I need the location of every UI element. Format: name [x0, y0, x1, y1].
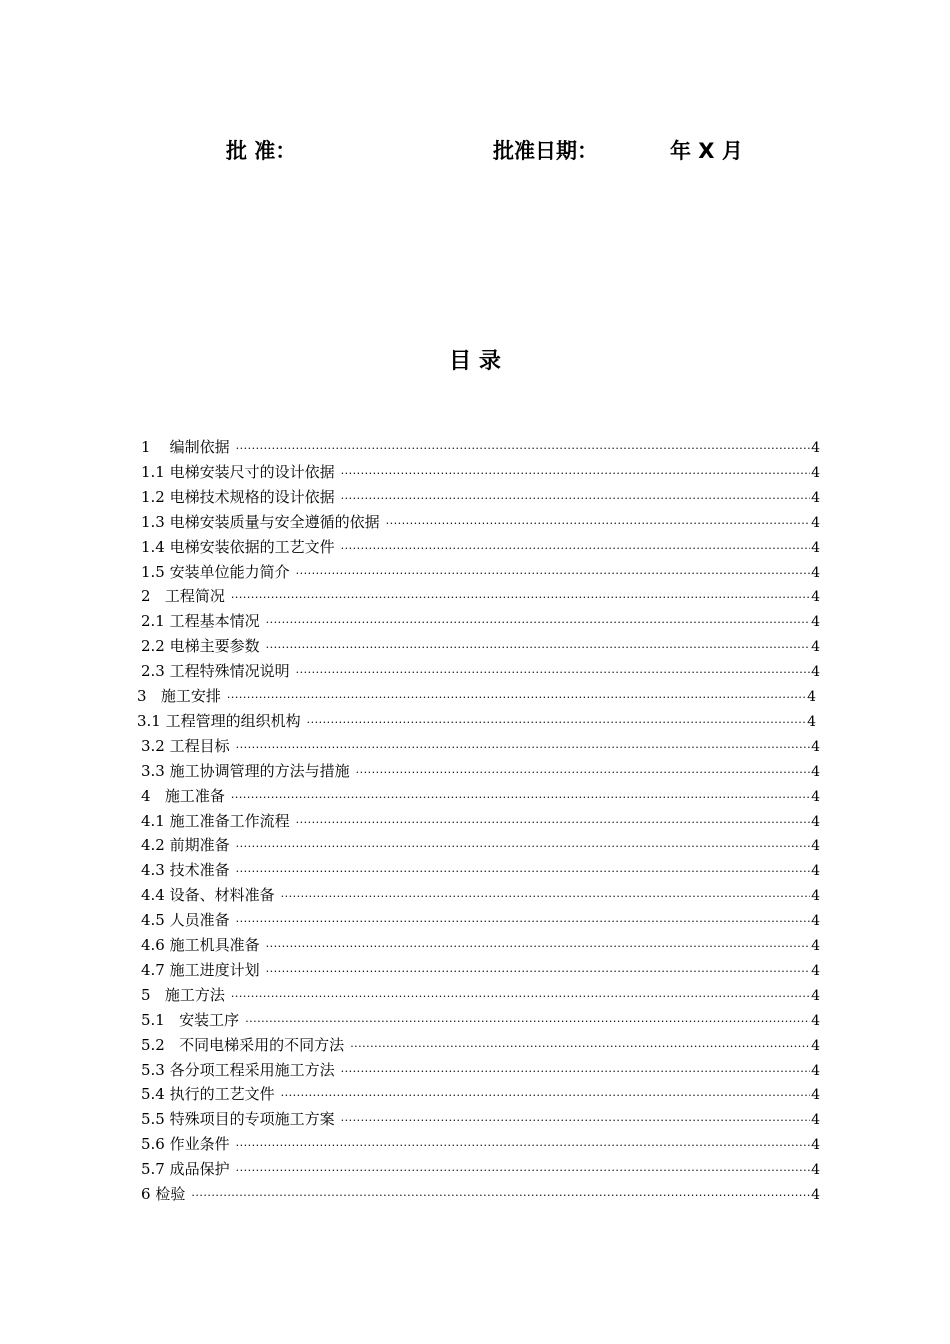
toc-entry[interactable] — [141, 983, 820, 1008]
toc-entry-gap — [165, 1036, 179, 1054]
toc-entry-text: 设备、材料准备 — [169, 886, 275, 905]
toc-entry-text: 施工方法 — [164, 985, 225, 1004]
toc-entry-page: 4 — [811, 639, 820, 656]
toc-entry-label — [137, 709, 307, 734]
toc-entry-label — [141, 833, 236, 858]
toc-dot-leader — [296, 561, 810, 586]
toc-entry-page: 4 — [811, 1187, 820, 1203]
toc-entry-text: 施工准备 — [164, 786, 225, 805]
toc-dot-leader — [231, 984, 810, 1009]
toc-entry-page: 4 — [811, 564, 820, 581]
toc-entry-number: 5.3 — [141, 1060, 165, 1079]
toc-entry-gap — [165, 1011, 179, 1029]
toc-dot-leader — [307, 710, 806, 735]
toc-dot-leader — [236, 909, 810, 934]
toc-entry[interactable] — [141, 609, 820, 634]
toc-entry[interactable] — [141, 1157, 820, 1182]
toc-entry-label — [141, 1033, 350, 1058]
toc-title: 目 录 — [449, 349, 501, 374]
toc-entry-label — [141, 858, 236, 883]
toc-entry-number: 4.5 — [141, 911, 165, 930]
toc-dot-leader — [236, 1158, 810, 1183]
toc-entry[interactable] — [141, 1132, 820, 1157]
toc-entry-label — [141, 759, 356, 784]
toc-entry-label — [141, 560, 296, 585]
toc-entry-label — [141, 634, 266, 659]
toc-entry-text: 电梯主要参数 — [169, 637, 260, 656]
toc-dot-leader — [281, 1083, 810, 1108]
toc-entry[interactable] — [141, 958, 820, 983]
toc-entry[interactable] — [141, 933, 820, 958]
toc-entry-page: 4 — [811, 938, 820, 954]
toc-entry[interactable] — [141, 634, 820, 659]
toc-entry-text: 工程目标 — [169, 736, 230, 755]
toc-entry-page: 4 — [811, 589, 820, 606]
toc-entry-text: 施工进度计划 — [169, 960, 260, 979]
toc-entry[interactable] — [141, 1182, 820, 1207]
toc-dot-leader — [236, 834, 810, 859]
toc-entry-number: 4.7 — [141, 960, 165, 979]
toc-dot-leader — [191, 1183, 810, 1208]
toc-entry-label — [141, 609, 266, 634]
toc-dot-leader — [341, 486, 810, 511]
toc-entry-label — [141, 983, 231, 1008]
toc-entry-text: 人员准备 — [169, 911, 230, 930]
toc-entry[interactable] — [137, 684, 816, 709]
toc-entry-text: 电梯安装依据的工艺文件 — [169, 537, 335, 556]
toc-entry[interactable] — [141, 435, 820, 460]
toc-entry-page: 4 — [811, 1062, 820, 1079]
toc-entry[interactable] — [141, 560, 820, 585]
toc-entry[interactable] — [141, 584, 820, 609]
toc-entry-page: 4 — [811, 763, 820, 780]
toc-entry-number: 2 — [141, 587, 151, 606]
toc-entry-label — [141, 435, 236, 460]
toc-entry-number: 1.5 — [141, 562, 165, 581]
toc-entry-page: 4 — [811, 539, 820, 556]
toc-entry-number: 2.2 — [141, 637, 165, 656]
toc-entry-gap — [151, 587, 165, 605]
toc-entry-page: 4 — [811, 913, 820, 930]
toc-entry-text: 施工安排 — [160, 687, 221, 705]
toc-entry[interactable] — [141, 535, 820, 560]
toc-entry-number: 1.2 — [141, 487, 165, 506]
toc-dot-leader — [236, 1133, 810, 1158]
toc-entry-label — [141, 933, 266, 958]
toc-entry-number: 4.6 — [141, 936, 165, 954]
toc-entry-label — [141, 460, 341, 485]
toc-entry-page: 4 — [811, 888, 820, 905]
toc-entry-text: 检验 — [155, 1185, 186, 1203]
toc-entry-number: 4 — [141, 786, 151, 805]
toc-entry-label — [141, 1008, 245, 1033]
toc-entry-gap — [147, 687, 161, 705]
toc-entry-number: 3 — [137, 687, 147, 705]
toc-dot-leader — [296, 810, 810, 835]
toc-entry[interactable] — [141, 1008, 820, 1033]
toc-entry-number: 5.2 — [141, 1035, 165, 1054]
toc-entry-text: 电梯安装尺寸的设计依据 — [169, 462, 335, 481]
toc-entry-text: 成品保护 — [169, 1160, 230, 1179]
toc-entry-page: 4 — [811, 1137, 820, 1154]
toc-dot-leader — [236, 859, 810, 884]
toc-dot-leader — [341, 536, 810, 561]
toc-entry-number: 2.3 — [141, 662, 165, 681]
toc-entry-number: 5 — [141, 985, 151, 1004]
toc-entry-number: 4.4 — [141, 886, 165, 905]
toc-entry-text: 施工机具准备 — [169, 936, 260, 954]
toc-entry-number: 2.1 — [141, 612, 165, 631]
toc-entry-label — [141, 535, 341, 560]
toc-entry-page: 4 — [811, 1162, 820, 1179]
toc-entry-label — [141, 1058, 341, 1083]
toc-entry-page: 4 — [811, 738, 820, 755]
toc-entry-label — [141, 809, 296, 834]
toc-entry-label — [141, 584, 231, 609]
toc-entry-text: 工程管理的组织机构 — [165, 711, 301, 730]
toc-dot-leader — [266, 934, 810, 959]
toc-entry[interactable] — [141, 784, 820, 809]
toc-dot-leader — [356, 760, 810, 785]
toc-entry-label — [141, 734, 236, 759]
toc-entry-gap — [151, 986, 165, 1004]
toc-entry-number: 3.2 — [141, 736, 165, 755]
toc-entry[interactable] — [141, 809, 820, 834]
toc-entry-label — [141, 908, 236, 933]
toc-entry[interactable] — [141, 833, 820, 858]
toc-entry-number: 1.3 — [141, 512, 165, 531]
toc-entry-number: 5.4 — [141, 1085, 165, 1104]
toc-entry-text: 不同电梯采用的不同方法 — [179, 1035, 345, 1054]
toc-entry-label — [141, 958, 266, 983]
toc-entry-number: 1 — [141, 438, 151, 456]
toc-dot-leader — [341, 1108, 810, 1133]
toc-entry-page: 4 — [807, 689, 816, 705]
toc-entry[interactable] — [141, 659, 820, 684]
toc-entry-page: 4 — [811, 614, 820, 631]
toc-entry-text: 执行的工艺文件 — [169, 1085, 275, 1104]
toc-entry[interactable] — [141, 1033, 820, 1058]
toc-entry-number: 4.2 — [141, 836, 165, 855]
toc-entry[interactable] — [141, 1058, 820, 1083]
toc-entry-gap — [151, 438, 170, 456]
toc-entry-text: 施工协调管理的方法与措施 — [169, 761, 350, 780]
toc-entry-number: 5.7 — [141, 1160, 165, 1179]
toc-entry-page: 4 — [811, 1112, 820, 1129]
toc-dot-leader — [236, 735, 810, 760]
toc-entry-page: 4 — [811, 514, 820, 531]
toc-dot-leader — [231, 785, 810, 810]
toc-entry-number: 5.5 — [141, 1110, 165, 1129]
toc-entry-page: 4 — [811, 489, 820, 506]
toc-entry-page: 4 — [811, 962, 820, 979]
toc-entry[interactable] — [141, 1107, 820, 1132]
toc-entry-label — [141, 485, 341, 510]
toc-entry-label — [141, 1157, 236, 1182]
toc-dot-leader — [386, 511, 810, 536]
approval-signature-label: 批 准： — [226, 139, 297, 163]
toc-entry-label — [141, 510, 386, 535]
toc-entry-page: 4 — [811, 1087, 820, 1104]
toc-entry-number: 4.1 — [141, 811, 165, 830]
toc-dot-leader — [281, 884, 810, 909]
toc-entry-page: 4 — [811, 987, 820, 1004]
toc-entry-number: 6 — [141, 1185, 151, 1203]
toc-entry-text: 工程简况 — [164, 587, 225, 606]
toc-dot-leader — [266, 635, 810, 660]
toc-dot-leader — [236, 436, 810, 461]
toc-entry-text: 编制依据 — [169, 438, 230, 456]
toc-dot-leader — [266, 610, 810, 635]
toc-entry-label — [141, 1182, 191, 1207]
toc-entry-label — [141, 883, 281, 908]
toc-dot-leader — [350, 1034, 810, 1059]
toc-entry-page: 4 — [811, 440, 820, 456]
toc-dot-leader — [296, 660, 810, 685]
toc-entry-text: 各分项工程采用施工方法 — [169, 1060, 335, 1079]
toc-entry-gap — [151, 787, 165, 805]
toc-entry-label — [141, 784, 231, 809]
toc-entry-label — [141, 1107, 341, 1132]
toc-entry[interactable] — [141, 485, 820, 510]
toc-entry-number: 1.1 — [141, 462, 165, 481]
toc-entry-text: 安装单位能力简介 — [169, 562, 290, 581]
toc-entry[interactable] — [141, 510, 820, 535]
toc-entry-label — [141, 1132, 236, 1157]
toc-entry-text: 特殊项目的专项施工方案 — [169, 1110, 335, 1129]
approval-date-label: 批准日期： — [493, 139, 598, 163]
toc-entry-page: 4 — [811, 464, 820, 481]
toc-dot-leader — [231, 585, 810, 610]
toc-entry-number: 4.3 — [141, 861, 165, 880]
toc-entry-number: 5.1 — [141, 1010, 165, 1029]
toc-entry[interactable] — [141, 908, 820, 933]
toc-entry[interactable] — [141, 759, 820, 784]
toc-entry-page: 4 — [807, 713, 816, 730]
toc-entry-text: 前期准备 — [169, 836, 230, 855]
toc-entry[interactable] — [141, 734, 820, 759]
toc-entry-label — [141, 659, 296, 684]
toc-entry-number: 5.6 — [141, 1135, 165, 1154]
toc-entry-text: 工程基本情况 — [169, 612, 260, 631]
toc-entry-page: 4 — [811, 813, 820, 830]
toc-entry-page: 4 — [811, 1012, 820, 1029]
toc-dot-leader — [266, 959, 810, 984]
toc-entry-page: 4 — [811, 838, 820, 855]
toc-entry-page: 4 — [811, 1037, 820, 1054]
toc-entry-text: 安装工序 — [179, 1010, 240, 1029]
toc-entry-number: 1.4 — [141, 537, 165, 556]
toc-entry-text: 技术准备 — [169, 861, 230, 880]
toc-entry-text: 施工准备工作流程 — [169, 811, 290, 830]
approval-date-value: 年 X 月 — [670, 139, 743, 163]
toc-dot-leader — [341, 1059, 810, 1084]
toc-entry-label — [137, 684, 227, 709]
toc-entry-text: 电梯技术规格的设计依据 — [169, 487, 335, 506]
toc-entry-page: 4 — [811, 664, 820, 681]
toc-entry-text: 作业条件 — [169, 1135, 230, 1154]
toc-entry-page: 4 — [811, 788, 820, 805]
toc-entry[interactable] — [137, 709, 816, 734]
toc-entry[interactable] — [141, 858, 820, 883]
toc-dot-leader — [227, 685, 806, 710]
toc-entry[interactable] — [141, 460, 820, 485]
toc-dot-leader — [341, 461, 810, 486]
toc-entry[interactable] — [141, 1082, 820, 1107]
toc-entry-text: 工程特殊情况说明 — [169, 662, 290, 681]
toc-dot-leader — [245, 1009, 810, 1034]
toc-entry-number: 3.3 — [141, 761, 165, 780]
toc-entry-label — [141, 1082, 281, 1107]
toc-entry[interactable] — [141, 883, 820, 908]
toc-entry-number: 3.1 — [137, 711, 161, 730]
toc-entry-page: 4 — [811, 863, 820, 880]
toc-entry-text: 电梯安装质量与安全遵循的依据 — [169, 512, 380, 531]
